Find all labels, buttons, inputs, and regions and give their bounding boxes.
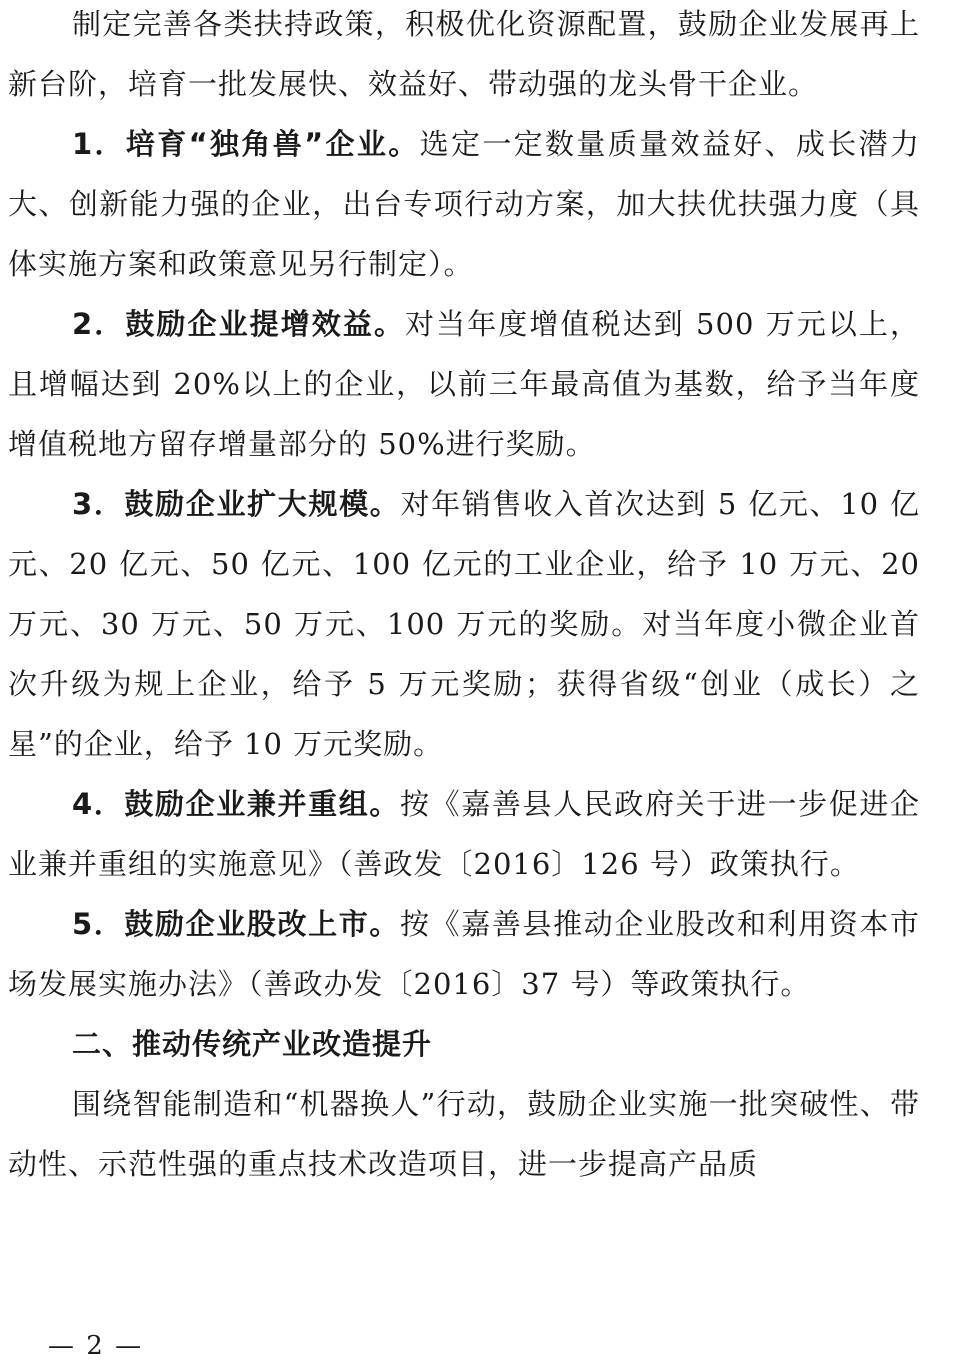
paragraph-item-4 [8,774,920,894]
document-body [8,0,920,1194]
paragraph-section-2 [8,1074,920,1194]
paragraph-item-2 [8,294,920,474]
paragraph-item-1 [8,114,920,294]
paragraph-intro [8,0,920,114]
item-heading: 3．鼓励企业扩大规模。 [72,487,401,521]
paragraph-text: 选定一定数量质量效益好、成长潜力大、创新能力强的企业，出台专项行动方案，加大扶优扶强力度（具体实施方案和政策意见另行制定）。 [8,127,920,281]
paragraph-text: 对年销售收入首次达到 5 亿元、10 亿元、20 亿元、50 亿元、100 亿元的工业企业，给予 10 万元、20 万元、30 万元、50 万元、100 万元的奖励。对当年度小微企业首次升级为规上企业，给予 5 万元奖励；获得省级“创业（成长）之星”的企业，给予 10 万元奖励。 [8,487,920,761]
paragraph-text: 按《嘉善县人民政府关于进一步促进企业兼并重组的实施意见》（善政发〔2016〕126 号）政策执行。 [8,787,920,881]
item-heading: 5．鼓励企业股改上市。 [72,907,401,941]
paragraph-item-3 [8,474,920,774]
paragraph-text: 围绕智能制造和“机器换人”行动，鼓励企业实施一批突破性、带动性、示范性强的重点技术改造项目，进一步提高产品质 [8,1087,920,1181]
paragraph-text: 制定完善各类扶持政策，积极优化资源配置，鼓励企业发展再上新台阶，培育一批发展快、效益好、带动强的龙头骨干企业。 [8,7,920,101]
paragraph-text: 按《嘉善县推动企业股改和利用资本市场发展实施办法》（善政办发〔2016〕37 号）等政策执行。 [8,907,920,1001]
section-heading: 二、推动传统产业改造提升 [72,1027,433,1061]
paragraph-item-5 [8,894,920,1014]
paragraph-text: 对当年度增值税达到 500 万元以上，且增幅达到 20%以上的企业，以前三年最高值为基数，给予当年度增值税地方留存增量部分的 50%进行奖励。 [8,307,920,461]
page-number: — 2 — [48,1331,144,1361]
item-heading: 2．鼓励企业提增效益。 [72,307,406,341]
item-heading: 1．培育“独角兽”企业。 [72,127,420,161]
item-heading: 4．鼓励企业兼并重组。 [72,787,401,821]
